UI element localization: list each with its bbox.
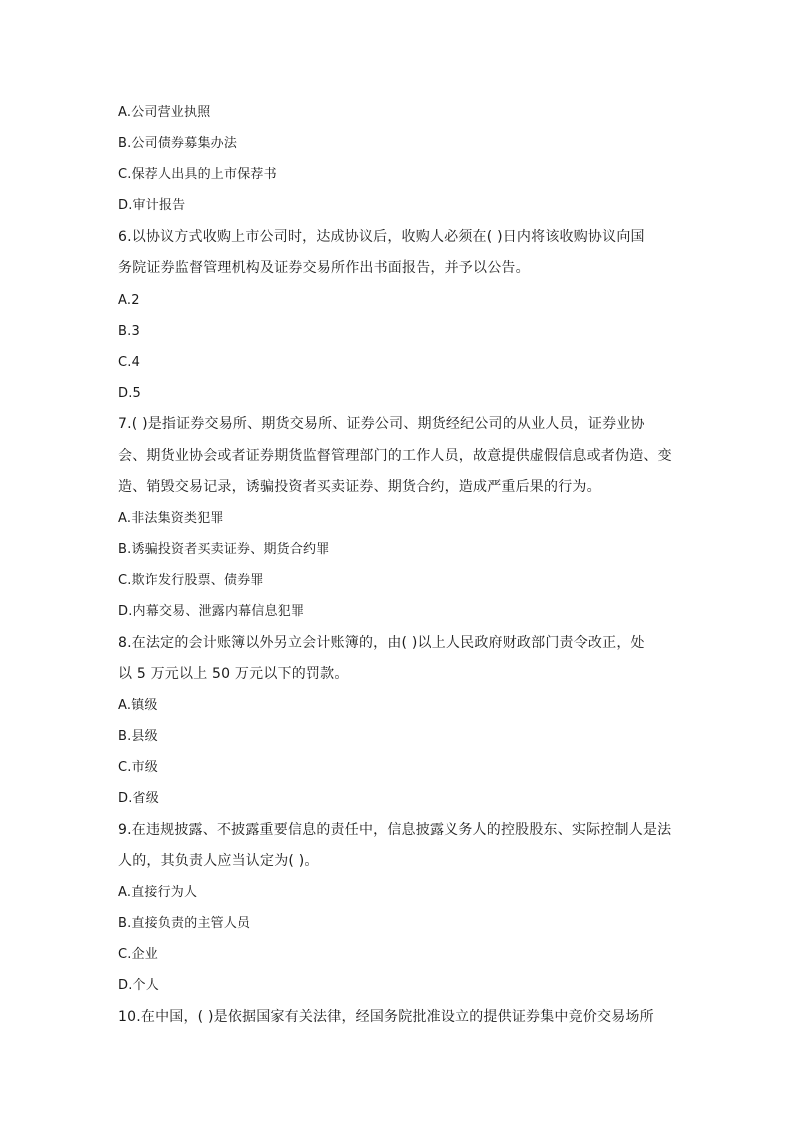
option-a: A.2: [118, 293, 140, 308]
option-b: B.直接负责的主管人员: [118, 916, 251, 931]
question-8-line-1: 8.在法定的会计账簿以外另立会计账簿的，由( )以上人民政府财政部门责令改正，处: [118, 635, 645, 651]
question-7-line-3: 造、销毁交易记录，诱骗投资者买卖证券、期货合约，造成严重后果的行为。: [118, 479, 601, 495]
option-c: C.4: [118, 355, 141, 370]
option-b: B.县级: [118, 729, 158, 744]
question-9-line-2: 人的，其负责人应当认定为( )。: [118, 853, 319, 869]
option-d: D.个人: [118, 978, 159, 993]
question-7-line-1: 7.( )是指证券交易所、期货交易所、证券公司、期货经纪公司的从业人员，证券业协: [118, 416, 645, 432]
option-d: D.审计报告: [118, 198, 186, 213]
option-b: B.3: [118, 324, 140, 339]
option-c: C.欺诈发行股票、债券罪: [118, 573, 264, 588]
question-7-line-2: 会、期货业协会或者证券期货监督管理部门的工作人员，故意提供虚假信息或者伪造、变: [118, 448, 672, 464]
option-b: B.诱骗投资者买卖证券、期货合约罪: [118, 542, 330, 557]
question-10-line-1: 10.在中国，( )是依据国家有关法律，经国务院批准设立的提供证券集中竞价交易场所: [118, 1009, 654, 1025]
option-c: C.保荐人出具的上市保荐书: [118, 167, 277, 182]
question-8-line-2: 以 5 万元以上 50 万元以下的罚款。: [118, 666, 349, 682]
question-9-line-1: 9.在违规披露、不披露重要信息的责任中，信息披露义务人的控股股东、实际控制人是法: [118, 822, 672, 838]
option-c: C.企业: [118, 947, 159, 962]
option-a: A.公司营业执照: [118, 105, 211, 120]
option-a: A.非法集资类犯罪: [118, 511, 224, 526]
option-c: C.市级: [118, 760, 159, 775]
option-d: D.5: [118, 386, 142, 401]
option-a: A.直接行为人: [118, 885, 198, 900]
question-6-line-2: 务院证券监督管理机构及证券交易所作出书面报告，并予以公告。: [118, 260, 530, 276]
option-d: D.内幕交易、泄露内幕信息犯罪: [118, 604, 305, 619]
option-a: A.镇级: [118, 698, 158, 713]
question-6-line-1: 6.以协议方式收购上市公司时，达成协议后，收购人必须在( )日内将该收购协议向国: [118, 229, 645, 245]
option-d: D.省级: [118, 791, 159, 806]
option-b: B.公司债券募集办法: [118, 136, 238, 151]
